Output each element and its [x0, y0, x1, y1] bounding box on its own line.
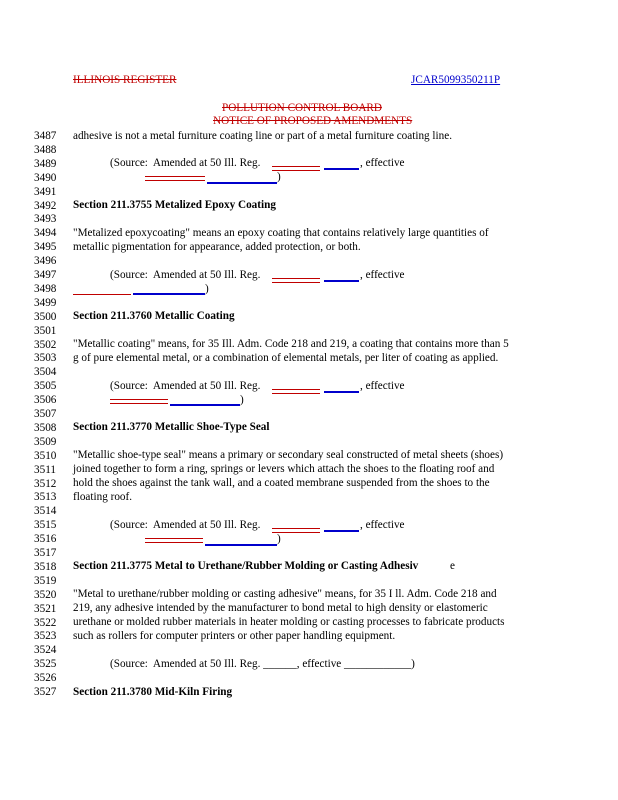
line-number: 3487 [34, 130, 57, 142]
blue-insert-line [324, 280, 359, 282]
line-number: 3513 [34, 491, 57, 504]
line-number: 3510 [34, 449, 57, 462]
line-number: 3514 [34, 505, 57, 518]
body-line-3502: "Metallic coating" means, for 35 Ill. Adm. Code 218 and 219, a coating that contains more than 5 [73, 338, 509, 350]
line-number: 3496 [34, 255, 57, 268]
source-amended: Amended at 50 Ill. Reg. [152, 380, 261, 392]
jcar-code: JCAR5099350211P [411, 74, 501, 86]
source-close-2: ) [205, 283, 209, 295]
line-number: 3515 [34, 519, 57, 532]
body-line-3511: joined together to form a ring, springs or levers which attach the shoes to the floating roof and [73, 463, 495, 475]
line-number: 3526 [34, 672, 57, 685]
source-note-3 [110, 379, 260, 393]
source-note-4 [110, 518, 260, 532]
red-insert-line [145, 538, 203, 543]
source-prefix: (Source: [110, 157, 148, 169]
body-line-3523: such as rollers for computer printers or other paper handling equipment. [73, 630, 396, 642]
source-prefix: (Source: [110, 658, 148, 670]
section-heading-3755: Section 211.3755 Metalized Epoxy Coating [73, 199, 276, 211]
body-line-3521: 219, any adhesive intended by the manufacturer to bond metal to high density or elastomeric [73, 602, 488, 614]
line-number: 3521 [34, 602, 57, 615]
line-number: 3517 [34, 547, 57, 559]
register-title: ILLINOIS REGISTER [73, 74, 177, 86]
line-number: 3507 [34, 408, 57, 420]
source-effective-1: , effective [360, 157, 405, 169]
line-number: 3523 [34, 630, 57, 643]
blue-insert-line [207, 182, 277, 184]
blue-insert-line [170, 404, 240, 406]
line-number: 3493 [34, 213, 57, 226]
line-number: 3506 [34, 394, 57, 407]
section-heading-3775: Section 211.3775 Metal to Urethane/Rubber Molding or Casting Adhesiv [73, 560, 419, 572]
line-number: 3516 [34, 533, 57, 546]
line-number: 3518 [34, 560, 57, 573]
red-insert-line [73, 294, 131, 295]
body-line-3487: adhesive is not a metal furniture coating line or part of a metal furniture coating line. [73, 130, 452, 142]
line-number: 3525 [34, 658, 57, 671]
body-line-3513: floating roof. [73, 491, 133, 503]
line-number: 3492 [34, 199, 57, 212]
notice-title: NOTICE OF PROPOSED AMENDMENTS [213, 115, 413, 127]
source-close-4: ) [277, 533, 281, 545]
line-number: 3505 [34, 380, 57, 393]
line-number: 3519 [34, 574, 57, 587]
body-line-3494: "Metalized epoxycoating" means an epoxy coating that contains relatively large quantities of [73, 227, 489, 239]
blue-insert-line [324, 168, 359, 170]
body-line-3522: urethane or molded rubber materials in heater molding or casting processes to fabricate products [73, 616, 505, 628]
line-number: 3489 [34, 157, 57, 170]
source-amended: Amended at 50 Ill. Reg. [152, 157, 261, 169]
line-number: 3499 [34, 296, 57, 309]
line-number: 3512 [34, 477, 57, 490]
line-number: 3497 [34, 269, 57, 281]
line-number: 3498 [34, 282, 57, 295]
source-effective-3: , effective [360, 380, 405, 392]
line-number: 3511 [34, 463, 56, 476]
section-heading-3760: Section 211.3760 Metallic Coating [73, 310, 235, 322]
source-close-3: ) [240, 394, 244, 406]
line-number: 3490 [34, 171, 57, 184]
section-heading-3780: Section 211.3780 Mid-Kiln Firing [73, 686, 233, 698]
line-number: 3488 [34, 143, 57, 156]
board-name: POLLUTION CONTROL BOARD [222, 102, 382, 114]
source-amended: Amended at 50 Ill. Reg. [152, 519, 261, 531]
blue-insert-line [205, 544, 277, 546]
source-prefix: (Source: [110, 519, 148, 531]
body-line-3503: g of pure elemental metal, or a combination of elemental metals, per liter of coating as applied. [73, 352, 499, 364]
line-number: 3491 [34, 185, 57, 198]
source-prefix: (Source: [110, 269, 148, 281]
section-heading-3770: Section 211.3770 Metallic Shoe-Type Seal [73, 421, 270, 433]
blue-insert-line [133, 293, 205, 295]
source-amended: Amended at 50 Ill. Reg. [152, 269, 261, 281]
line-number: 3522 [34, 616, 57, 629]
red-insert-line [110, 399, 168, 404]
line-number: 3509 [34, 435, 57, 448]
red-insert-line [145, 176, 205, 181]
source-effective-2: , effective [360, 269, 405, 281]
line-number: 3508 [34, 421, 57, 434]
section-heading-3775-tail: e [450, 560, 455, 572]
source-close-1: ) [277, 171, 281, 183]
source-amended-final: Amended at 50 Ill. Reg. ______, effective ____________) [152, 658, 415, 670]
line-number: 3494 [34, 227, 57, 240]
line-number: 3503 [34, 352, 57, 365]
line-number: 3527 [34, 686, 57, 698]
line-number: 3524 [34, 644, 57, 657]
source-note-5 [110, 657, 415, 671]
line-number: 3500 [34, 310, 57, 323]
line-number: 3501 [34, 324, 57, 337]
source-prefix: (Source: [110, 380, 148, 392]
body-line-3520: "Metal to urethane/rubber molding or casting adhesive" means, for 35 I ll. Adm. Code 218 and [73, 588, 497, 600]
source-note-1 [110, 156, 260, 170]
line-number: 3495 [34, 241, 57, 254]
source-effective-4: , effective [360, 519, 405, 531]
red-insert-line [272, 278, 320, 283]
blue-insert-line [324, 530, 359, 532]
body-line-3495: metallic pigmentation for appearance, added protection, or both. [73, 241, 361, 253]
line-number: 3502 [34, 338, 57, 351]
source-note-2 [110, 268, 260, 282]
blue-insert-line [324, 391, 359, 393]
red-insert-line [272, 389, 320, 394]
body-line-3510: "Metallic shoe-type seal" means a primary or secondary seal constructed of metal sheets (shoes) [73, 449, 504, 461]
line-number: 3520 [34, 588, 57, 601]
body-line-3512: hold the shoes against the tank wall, and a coated membrane suspended from the shoes to the [73, 477, 490, 489]
line-number: 3504 [34, 366, 57, 379]
